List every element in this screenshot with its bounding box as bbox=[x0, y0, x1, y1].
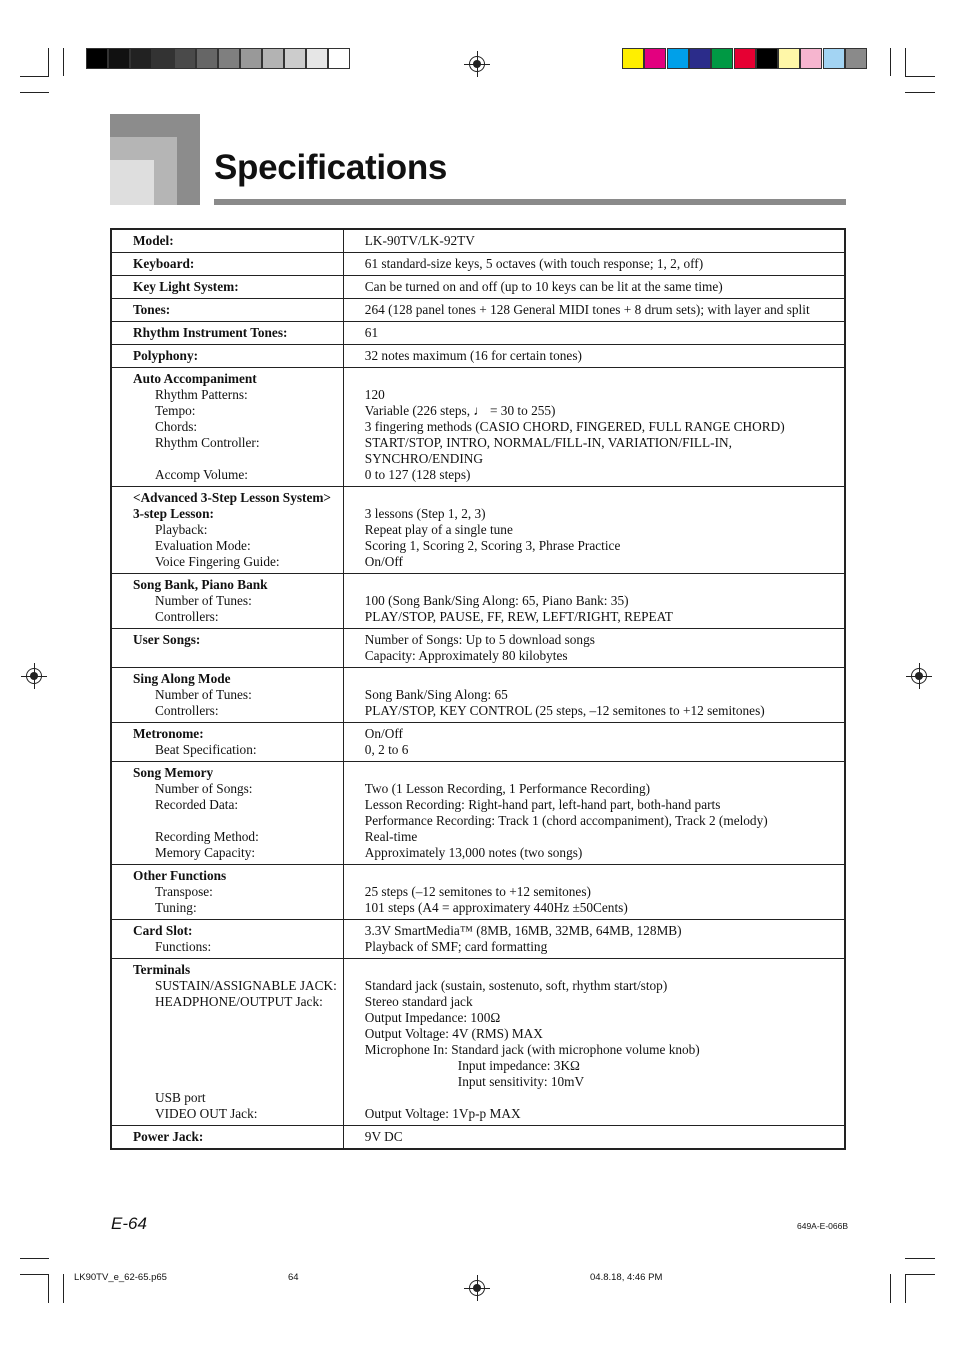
spec-label-cell bbox=[111, 229, 343, 253]
spec-sublabel bbox=[133, 1026, 337, 1042]
spec-value-cell bbox=[343, 668, 845, 723]
spec-sublabel: Controllers: bbox=[155, 703, 219, 718]
spec-row bbox=[111, 574, 845, 629]
spec-sublabel: Transpose: bbox=[155, 884, 213, 899]
spec-value: Real-time bbox=[364, 829, 418, 844]
registration-mark-right bbox=[906, 663, 932, 689]
gray-swatch bbox=[328, 48, 350, 69]
spec-value: 32 notes maximum (16 for certain tones) bbox=[364, 348, 582, 363]
spec-label-cell bbox=[111, 299, 343, 322]
registration-mark-bottom bbox=[464, 1275, 490, 1301]
spec-value: On/Off bbox=[364, 726, 403, 741]
spec-value bbox=[365, 490, 838, 506]
color-swatch bbox=[845, 48, 867, 69]
spec-label-cell bbox=[111, 629, 343, 668]
spec-row bbox=[111, 762, 845, 865]
page-title: Specifications bbox=[214, 148, 448, 187]
spec-value: Stereo standard jack bbox=[364, 994, 473, 1009]
spec-value-cell bbox=[343, 865, 845, 920]
spec-sublabel: Playback: bbox=[155, 522, 208, 537]
spec-label-cell bbox=[111, 345, 343, 368]
spec-sublabel: Rhythm Patterns: bbox=[155, 387, 248, 402]
spec-label-cell bbox=[111, 253, 343, 276]
spec-sublabel: Memory Capacity: bbox=[155, 845, 256, 860]
spec-sublabel: Functions: bbox=[155, 939, 212, 954]
spec-value: Two (1 Lesson Recording, 1 Performance Recording) bbox=[364, 781, 651, 796]
color-swatch bbox=[689, 48, 711, 69]
spec-value: Input impedance: 3KΩ bbox=[457, 1058, 580, 1073]
spec-value: Output Voltage: 1Vp-p MAX bbox=[364, 1106, 521, 1121]
spec-row bbox=[111, 487, 845, 574]
spec-value: Can be turned on and off (up to 10 keys can be lit at the same time) bbox=[364, 279, 723, 294]
spec-label-cell bbox=[111, 920, 343, 959]
gray-swatch bbox=[108, 48, 130, 69]
spec-value bbox=[365, 577, 838, 593]
spec-value-cell bbox=[343, 368, 845, 487]
spec-sublabel bbox=[133, 1074, 337, 1090]
registration-mark-left bbox=[21, 663, 47, 689]
spec-sublabel: Chords: bbox=[155, 419, 198, 434]
spec-label: Keyboard: bbox=[133, 256, 195, 271]
spec-label-cell bbox=[111, 959, 343, 1126]
spec-label: Terminals bbox=[133, 962, 191, 977]
spec-sublabel: USB port bbox=[155, 1090, 206, 1105]
gray-swatch bbox=[152, 48, 174, 69]
gray-swatch bbox=[306, 48, 328, 69]
spec-sublabel: Number of Tunes: bbox=[155, 687, 252, 702]
spec-sublabel bbox=[133, 813, 337, 829]
spec-label: Polyphony: bbox=[133, 348, 199, 363]
spec-value-cell bbox=[343, 253, 845, 276]
spec-row bbox=[111, 229, 845, 253]
spec-row bbox=[111, 629, 845, 668]
spec-value: On/Off bbox=[364, 554, 403, 569]
spec-value: PLAY/STOP, KEY CONTROL (25 steps, –12 semitones to +12 semitones) bbox=[364, 703, 765, 718]
spec-value: Approximately 13,000 notes (two songs) bbox=[364, 845, 583, 860]
spec-value-cell bbox=[343, 299, 845, 322]
spec-sublabel: Tuning: bbox=[155, 900, 197, 915]
spec-row bbox=[111, 920, 845, 959]
spec-label: Song Bank, Piano Bank bbox=[133, 577, 268, 592]
spec-value: 264 (128 panel tones + 128 General MIDI tones + 8 drum sets); with layer and split bbox=[364, 302, 810, 317]
spec-sublabel: HEADPHONE/OUTPUT Jack: bbox=[155, 994, 323, 1009]
document-code: 649A-E-066B bbox=[797, 1221, 849, 1231]
spec-row bbox=[111, 865, 845, 920]
spec-sublabel: Beat Specification: bbox=[155, 742, 257, 757]
spec-value: Input sensitivity: 10mV bbox=[457, 1074, 585, 1089]
color-swatch bbox=[734, 48, 756, 69]
specifications-table bbox=[110, 228, 846, 1150]
spec-value: Variable (226 steps, ♩ = 30 to 255) bbox=[364, 403, 556, 418]
spec-sublabel: VIDEO OUT Jack: bbox=[155, 1106, 258, 1121]
gray-swatch bbox=[174, 48, 196, 69]
spec-label: Power Jack: bbox=[133, 1129, 204, 1144]
spec-value-cell bbox=[343, 1126, 845, 1150]
spec-value: Song Bank/Sing Along: 65 bbox=[364, 687, 508, 702]
color-swatch bbox=[644, 48, 666, 69]
spec-sublabel: Tempo: bbox=[155, 403, 196, 418]
spec-value: 3 fingering methods (CASIO CHORD, FINGERED, FULL RANGE CHORD) bbox=[364, 419, 785, 434]
spec-value: Standard jack (sustain, sostenuto, soft, rhythm start/stop) bbox=[364, 978, 668, 993]
spec-label: Song Memory bbox=[133, 765, 214, 780]
spec-label: Auto Accompaniment bbox=[133, 371, 257, 386]
spec-value: 100 (Song Bank/Sing Along: 65, Piano Bank: 35) bbox=[364, 593, 629, 608]
color-swatch bbox=[823, 48, 845, 69]
gray-swatch bbox=[130, 48, 152, 69]
spec-row bbox=[111, 322, 845, 345]
spec-sublabel: Controllers: bbox=[155, 609, 219, 624]
spec-value bbox=[365, 671, 838, 687]
footer-page: 64 bbox=[288, 1272, 299, 1283]
spec-value: 3.3V SmartMedia™ (8MB, 16MB, 32MB, 64MB, 128MB) bbox=[364, 923, 682, 938]
spec-value-cell bbox=[343, 229, 845, 253]
spec-row bbox=[111, 299, 845, 322]
spec-value: Playback of SMF; card formatting bbox=[364, 939, 548, 954]
spec-value-cell bbox=[343, 574, 845, 629]
spec-value: 61 standard-size keys, 5 octaves (with touch response; 1, 2, off) bbox=[364, 256, 704, 271]
spec-value bbox=[365, 1090, 838, 1106]
spec-sublabel: Number of Tunes: bbox=[155, 593, 252, 608]
footer-timestamp: 04.8.18, 4:46 PM bbox=[590, 1272, 663, 1283]
spec-value: 25 steps (–12 semitones to +12 semitones) bbox=[364, 884, 591, 899]
spec-row bbox=[111, 668, 845, 723]
spec-value: 0 to 127 (128 steps) bbox=[364, 467, 471, 482]
spec-row bbox=[111, 253, 845, 276]
spec-sublabel: Accomp Volume: bbox=[155, 467, 248, 482]
spec-sublabel: Number of Songs: bbox=[155, 781, 253, 796]
gray-swatch bbox=[86, 48, 108, 69]
color-swatch bbox=[622, 48, 644, 69]
color-swatch bbox=[800, 48, 822, 69]
spec-sublabel: Recorded Data: bbox=[155, 797, 239, 812]
gray-swatch bbox=[262, 48, 284, 69]
gray-swatch bbox=[240, 48, 262, 69]
gray-swatch bbox=[284, 48, 306, 69]
spec-label: Sing Along Mode bbox=[133, 671, 231, 686]
spec-value bbox=[365, 765, 838, 781]
spec-value-cell bbox=[343, 345, 845, 368]
spec-sublabel: Evaluation Mode: bbox=[155, 538, 251, 553]
spec-label: Metronome: bbox=[133, 726, 204, 741]
spec-sublabel: SUSTAIN/ASSIGNABLE JACK: bbox=[155, 978, 337, 993]
spec-label-cell bbox=[111, 1126, 343, 1150]
spec-label: <Advanced 3-Step Lesson System> bbox=[133, 490, 331, 505]
spec-label-cell bbox=[111, 322, 343, 345]
spec-value-cell bbox=[343, 487, 845, 574]
spec-value-cell bbox=[343, 762, 845, 865]
spec-label: Other Functions bbox=[133, 868, 227, 883]
spec-label-cell bbox=[111, 668, 343, 723]
color-swatch bbox=[711, 48, 733, 69]
spec-value: Performance Recording: Track 1 (chord accompaniment), Track 2 (melody) bbox=[364, 813, 768, 828]
spec-value: 9V DC bbox=[364, 1129, 403, 1144]
color-swatch bbox=[756, 48, 778, 69]
spec-sublabel bbox=[133, 1058, 337, 1074]
spec-value: 0, 2 to 6 bbox=[364, 742, 409, 757]
spec-value bbox=[365, 868, 838, 884]
spec-label: User Songs: bbox=[133, 632, 201, 647]
spec-value: Lesson Recording: Right-hand part, left-hand part, both-hand parts bbox=[364, 797, 721, 812]
spec-sublabel bbox=[133, 1042, 337, 1058]
spec-sublabel bbox=[133, 1010, 337, 1026]
spec-value: Microphone In: Standard jack (with microphone volume knob) bbox=[364, 1042, 700, 1057]
spec-label: Card Slot: bbox=[133, 923, 193, 938]
spec-value: Scoring 1, Scoring 2, Scoring 3, Phrase Practice bbox=[364, 538, 621, 553]
spec-label-cell bbox=[111, 723, 343, 762]
spec-row bbox=[111, 959, 845, 1126]
spec-value: START/STOP, INTRO, NORMAL/FILL-IN, VARIATION/FILL-IN, bbox=[364, 435, 732, 450]
spec-row bbox=[111, 276, 845, 299]
spec-value-cell bbox=[343, 959, 845, 1126]
spec-label: Rhythm Instrument Tones: bbox=[133, 325, 288, 340]
spec-value-cell bbox=[343, 723, 845, 762]
spec-row bbox=[111, 345, 845, 368]
spec-sublabel: Recording Method: bbox=[155, 829, 259, 844]
title-rule bbox=[214, 199, 846, 205]
spec-value: Output Voltage: 4V (RMS) MAX bbox=[364, 1026, 543, 1041]
gray-swatch bbox=[196, 48, 218, 69]
spec-row bbox=[111, 368, 845, 487]
spec-value-cell bbox=[343, 629, 845, 668]
spec-label-cell bbox=[111, 865, 343, 920]
spec-value-cell bbox=[343, 322, 845, 345]
color-swatch bbox=[667, 48, 689, 69]
spec-value: Number of Songs: Up to 5 download songs bbox=[364, 632, 595, 647]
spec-value bbox=[365, 371, 838, 387]
spec-label-cell bbox=[111, 487, 343, 574]
spec-sublabel: Rhythm Controller: bbox=[155, 435, 260, 450]
footer-filename: LK90TV_e_62-65.p65 bbox=[74, 1272, 167, 1283]
spec-sublabel bbox=[133, 451, 337, 467]
spec-value: 3 lessons (Step 1, 2, 3) bbox=[364, 506, 486, 521]
color-swatch bbox=[778, 48, 800, 69]
spec-label-cell bbox=[111, 368, 343, 487]
spec-value: 61 bbox=[364, 325, 379, 340]
spec-value-cell bbox=[343, 920, 845, 959]
spec-value: 120 bbox=[364, 387, 385, 402]
spec-row bbox=[111, 723, 845, 762]
spec-sublabel: Voice Fingering Guide: bbox=[155, 554, 280, 569]
registration-mark-top bbox=[464, 51, 490, 77]
spec-row bbox=[111, 1126, 845, 1150]
spec-label-cell bbox=[111, 574, 343, 629]
spec-label-cell bbox=[111, 762, 343, 865]
spec-value: 101 steps (A4 = approximatery 440Hz ±50Cents) bbox=[364, 900, 628, 915]
spec-value: Repeat play of a single tune bbox=[364, 522, 513, 537]
spec-value: SYNCHRO/ENDING bbox=[364, 451, 483, 466]
spec-value: LK-90TV/LK-92TV bbox=[364, 233, 475, 248]
spec-value: PLAY/STOP, PAUSE, FF, REW, LEFT/RIGHT, REPEAT bbox=[364, 609, 673, 624]
spec-label: Model: bbox=[133, 233, 174, 248]
gray-swatch bbox=[218, 48, 240, 69]
spec-value-cell bbox=[343, 276, 845, 299]
spec-value bbox=[365, 962, 838, 978]
spec-label: Tones: bbox=[133, 302, 171, 317]
spec-value: Capacity: Approximately 80 kilobytes bbox=[364, 648, 568, 663]
spec-label: 3-step Lesson: bbox=[133, 506, 214, 521]
spec-label: Key Light System: bbox=[133, 279, 239, 294]
page-number: E-64 bbox=[111, 1214, 147, 1233]
spec-label-cell bbox=[111, 276, 343, 299]
spec-value: Output Impedance: 100Ω bbox=[364, 1010, 501, 1025]
